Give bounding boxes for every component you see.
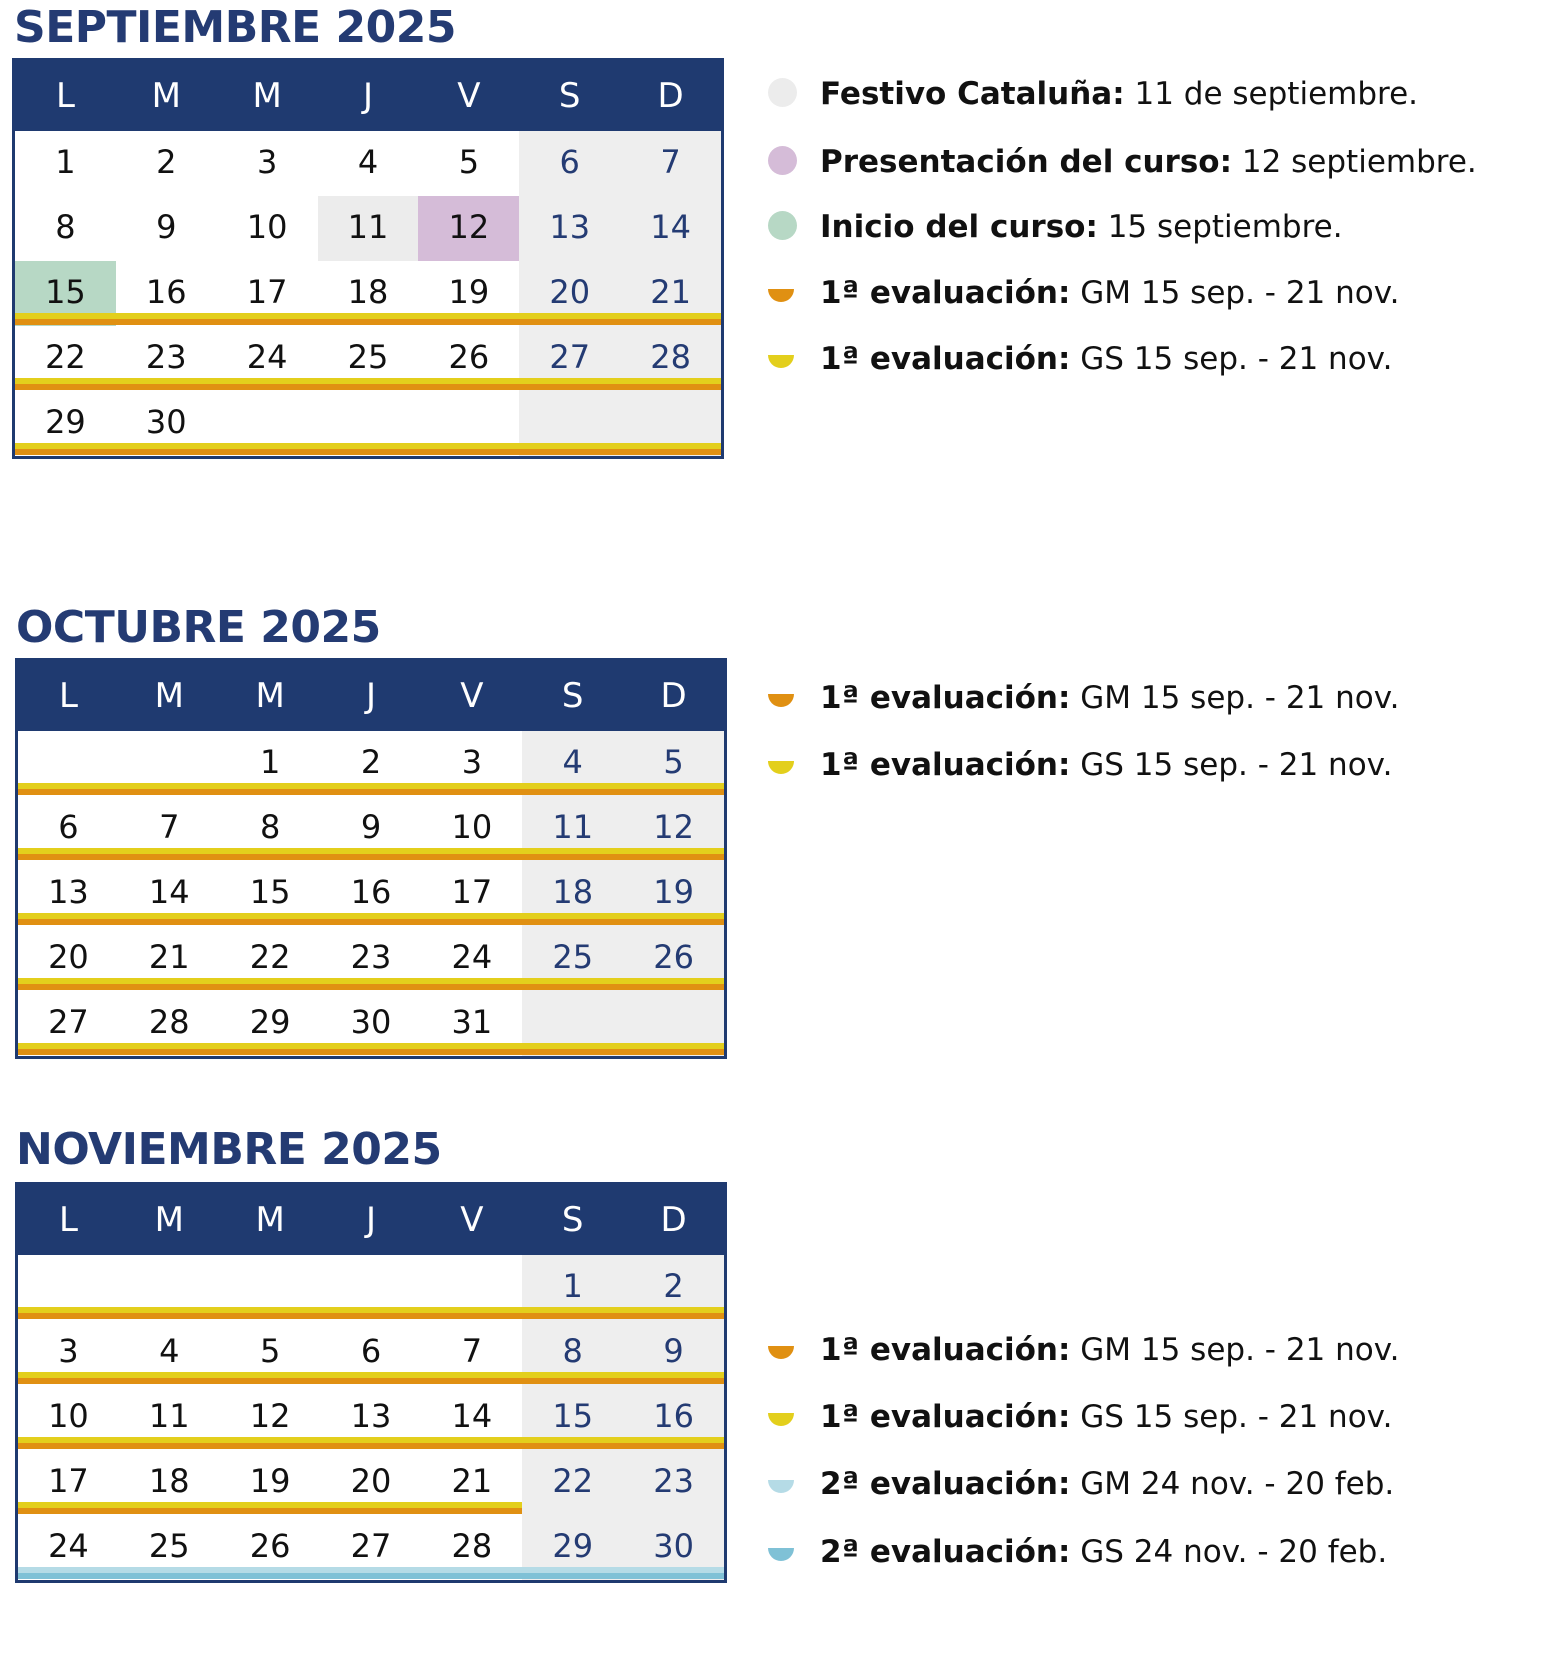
- legend-value: GS 24 nov. - 20 feb.: [1070, 1534, 1388, 1570]
- weekday-header: [15, 61, 721, 131]
- day-cell[interactable]: 23: [145, 338, 187, 376]
- day-cell[interactable]: 9: [156, 208, 177, 246]
- day-cell[interactable]: 26: [623, 926, 724, 991]
- day-cell[interactable]: 6: [519, 131, 620, 196]
- legend-text: [820, 1397, 1392, 1437]
- day-cell[interactable]: 5: [623, 731, 724, 796]
- day-cell[interactable]: 13: [519, 196, 620, 261]
- legend-label: Inicio del curso:: [820, 209, 1098, 245]
- day-cell[interactable]: 17: [48, 1462, 89, 1500]
- legend-value: GM 15 sep. - 21 nov.: [1070, 680, 1400, 716]
- day-cell[interactable]: 5: [259, 1332, 281, 1370]
- day-cell[interactable]: 24: [451, 938, 493, 976]
- weekday-monday: L: [55, 76, 75, 116]
- legend-half-circle-icon: [768, 1346, 794, 1359]
- day-cell[interactable]: 7: [620, 131, 721, 196]
- evaluation-bar-gm: [15, 384, 721, 390]
- day-cell[interactable]: 19: [623, 861, 724, 926]
- legend-half-circle-icon: [768, 1413, 794, 1426]
- weekday-friday: V: [460, 1200, 484, 1240]
- weekday-wednesday: M: [255, 676, 285, 716]
- month-title-october: OCTUBRE 2025: [16, 602, 381, 653]
- legend-half-circle-icon: [768, 694, 794, 707]
- day-cell[interactable]: 21: [148, 938, 190, 976]
- day-cell[interactable]: 4: [522, 731, 623, 796]
- legend-label: 1ª evaluación:: [820, 680, 1071, 716]
- legend-label: 2ª evaluación:: [820, 1466, 1071, 1502]
- weekday-header: [18, 661, 724, 731]
- day-cell[interactable]: 13: [48, 873, 89, 911]
- day-cell[interactable]: 4: [159, 1332, 180, 1370]
- day-cell[interactable]: 30: [145, 403, 187, 441]
- week-row: [18, 1515, 724, 1580]
- legend-half-circle-icon: [768, 1480, 794, 1493]
- day-cell[interactable]: 25: [148, 1527, 190, 1565]
- weekday-monday: L: [58, 1200, 78, 1240]
- weekday-friday: V: [457, 76, 481, 116]
- day-cell[interactable]: 19: [249, 1462, 291, 1500]
- day-cell[interactable]: 10: [451, 808, 493, 846]
- day-cell[interactable]: 1: [522, 1255, 623, 1320]
- day-cell[interactable]: 5: [458, 143, 480, 181]
- week-row: [15, 131, 721, 196]
- day-cell[interactable]: 16: [623, 1385, 724, 1450]
- legend-value: GS 15 sep. - 21 nov.: [1070, 1399, 1393, 1435]
- day-cell[interactable]: 7: [461, 1332, 483, 1370]
- week-row: [18, 926, 724, 991]
- day-cell[interactable]: 3: [58, 1332, 79, 1370]
- weekday-thursday: J: [362, 76, 374, 116]
- day-cell[interactable]: 14: [148, 873, 190, 911]
- legend-label: Festivo Cataluña:: [820, 76, 1125, 112]
- day-cell[interactable]: 17: [451, 873, 493, 911]
- week-row: [15, 196, 721, 261]
- day-cell[interactable]: 1: [259, 743, 281, 781]
- legend-value: GS 15 sep. - 21 nov.: [1070, 747, 1393, 783]
- legend-half-circle-icon: [768, 289, 794, 302]
- day-cell[interactable]: 28: [620, 326, 721, 391]
- day-cell[interactable]: 27: [519, 326, 620, 391]
- legend-text: [820, 745, 1392, 785]
- day-cell[interactable]: 12: [418, 196, 519, 261]
- legend-label: 1ª evaluación:: [820, 747, 1071, 783]
- day-cell[interactable]: 8: [259, 808, 281, 846]
- day-cell[interactable]: 2: [360, 743, 382, 781]
- legend-text: [820, 273, 1400, 313]
- evaluation-bar-gm: [15, 449, 721, 455]
- day-cell[interactable]: 17: [246, 273, 288, 311]
- weekday-saturday: S: [561, 676, 584, 716]
- weekday-wednesday: M: [255, 1200, 285, 1240]
- legend-value: 11 de septiembre.: [1124, 76, 1419, 112]
- day-cell[interactable]: 22: [45, 338, 86, 376]
- day-cell[interactable]: 12: [249, 1397, 291, 1435]
- day-cell[interactable]: 25: [347, 338, 389, 376]
- weekday-sunday: D: [660, 676, 687, 716]
- day-cell[interactable]: 4: [357, 143, 379, 181]
- day-cell[interactable]: 15: [15, 261, 116, 326]
- evaluation-bar-gm: [18, 1508, 522, 1514]
- day-cell[interactable]: 20: [48, 938, 89, 976]
- evaluation-bar-gm: [18, 919, 724, 925]
- legend-value: 12 septiembre.: [1232, 144, 1477, 180]
- calendar-november: [15, 1182, 727, 1583]
- day-cell[interactable]: 9: [360, 808, 382, 846]
- legend-half-circle-icon: [768, 355, 794, 368]
- calendar-september: [12, 58, 724, 459]
- legend-label: 1ª evaluación:: [820, 341, 1071, 377]
- day-cell[interactable]: 28: [451, 1527, 493, 1565]
- weekday-wednesday: M: [252, 76, 282, 116]
- day-cell[interactable]: 3: [461, 743, 483, 781]
- day-cell[interactable]: 2: [623, 1255, 724, 1320]
- day-cell[interactable]: 1: [55, 143, 76, 181]
- day-cell[interactable]: 30: [623, 1515, 724, 1580]
- weekday-thursday: J: [365, 676, 377, 716]
- week-row: [15, 326, 721, 391]
- legend-label: 1ª evaluación:: [820, 275, 1071, 311]
- week-row: [18, 1320, 724, 1385]
- day-cell[interactable]: 19: [448, 273, 490, 311]
- day-cell[interactable]: 26: [249, 1527, 291, 1565]
- legend-half-circle-icon: [768, 1548, 794, 1561]
- day-cell[interactable]: 6: [360, 1332, 382, 1370]
- day-cell[interactable]: 14: [451, 1397, 493, 1435]
- evaluation-bar-gm: [18, 1443, 724, 1449]
- legend-text: [820, 1464, 1394, 1504]
- week-row: [18, 861, 724, 926]
- evaluation-bar-gm: [18, 1049, 724, 1055]
- legend-label: 1ª evaluación:: [820, 1332, 1071, 1368]
- day-cell[interactable]: 6: [58, 808, 79, 846]
- day-cell[interactable]: 10: [48, 1397, 89, 1435]
- day-cell[interactable]: 21: [620, 261, 721, 326]
- legend-value: 15 septiembre.: [1097, 209, 1343, 245]
- day-cell[interactable]: 11: [318, 196, 419, 261]
- weekday-tuesday: M: [154, 676, 184, 716]
- day-cell[interactable]: 29: [249, 1003, 291, 1041]
- day-cell[interactable]: 14: [620, 196, 721, 261]
- legend-value: GS 15 sep. - 21 nov.: [1070, 341, 1393, 377]
- evaluation-bar-gm: [18, 984, 724, 990]
- legend-value: GM 15 sep. - 21 nov.: [1070, 275, 1400, 311]
- day-cell[interactable]: 31: [451, 1003, 493, 1041]
- day-cell[interactable]: 23: [623, 1450, 724, 1515]
- evaluation-bar-gm: [18, 1378, 724, 1384]
- day-cell[interactable]: 3: [256, 143, 278, 181]
- legend-dot-icon: [768, 78, 797, 107]
- week-row: [18, 991, 724, 1056]
- day-cell[interactable]: 18: [522, 861, 623, 926]
- legend-text: [820, 678, 1400, 718]
- day-cell[interactable]: 8: [522, 1320, 623, 1385]
- legend-value: GM 15 sep. - 21 nov.: [1070, 1332, 1400, 1368]
- evaluation-bar-gm: [15, 319, 721, 325]
- month-title-september: SEPTIEMBRE 2025: [14, 2, 456, 53]
- day-cell[interactable]: 25: [522, 926, 623, 991]
- evaluation-bar-gm: [18, 789, 724, 795]
- legend-text: [820, 74, 1418, 114]
- day-cell[interactable]: 22: [249, 938, 291, 976]
- legend-value: GM 24 nov. - 20 feb.: [1070, 1466, 1395, 1502]
- week-row: [15, 391, 721, 456]
- day-cell[interactable]: 30: [350, 1003, 392, 1041]
- legend-text: [820, 142, 1477, 182]
- weekday-sunday: D: [660, 1200, 687, 1240]
- legend-dot-icon: [768, 211, 797, 240]
- day-cell[interactable]: 15: [249, 873, 291, 911]
- day-cell[interactable]: 29: [522, 1515, 623, 1580]
- day-cell[interactable]: 18: [148, 1462, 190, 1500]
- day-cell[interactable]: 16: [350, 873, 392, 911]
- legend-label: 2ª evaluación:: [820, 1534, 1071, 1570]
- day-cell[interactable]: 27: [350, 1527, 392, 1565]
- weekday-friday: V: [460, 676, 484, 716]
- day-cell[interactable]: 15: [522, 1385, 623, 1450]
- weekday-tuesday: M: [154, 1200, 184, 1240]
- day-cell[interactable]: 8: [55, 208, 76, 246]
- week-row: [15, 261, 721, 326]
- legend-text: [820, 1330, 1400, 1370]
- day-cell[interactable]: 12: [623, 796, 724, 861]
- weekday-saturday: S: [561, 1200, 584, 1240]
- day-cell[interactable]: 9: [623, 1320, 724, 1385]
- day-cell[interactable]: 11: [148, 1397, 190, 1435]
- day-cell[interactable]: 21: [451, 1462, 493, 1500]
- day-cell[interactable]: 22: [522, 1450, 623, 1515]
- weekday-thursday: J: [365, 1200, 377, 1240]
- day-cell[interactable]: 28: [148, 1003, 190, 1041]
- day-cell[interactable]: 10: [246, 208, 288, 246]
- legend-label: Presentación del curso:: [820, 144, 1232, 180]
- day-cell[interactable]: 2: [156, 143, 177, 181]
- legend-half-circle-icon: [768, 761, 794, 774]
- day-cell[interactable]: 27: [48, 1003, 89, 1041]
- legend-text: [820, 1532, 1387, 1572]
- week-row: [18, 731, 724, 796]
- legend-dot-icon: [768, 146, 797, 175]
- day-cell[interactable]: 20: [350, 1462, 392, 1500]
- day-cell[interactable]: 13: [350, 1397, 392, 1435]
- day-cell[interactable]: 26: [448, 338, 490, 376]
- weekday-monday: L: [58, 676, 78, 716]
- legend-text: [820, 339, 1392, 379]
- day-cell[interactable]: 24: [48, 1527, 89, 1565]
- month-title-november: NOVIEMBRE 2025: [16, 1124, 442, 1175]
- week-row: [18, 1450, 724, 1515]
- day-cell[interactable]: 20: [519, 261, 620, 326]
- day-cell[interactable]: 7: [159, 808, 180, 846]
- day-cell[interactable]: 18: [347, 273, 389, 311]
- evaluation-bar-gm2: [18, 1573, 724, 1579]
- calendar-october: [15, 658, 727, 1059]
- weekday-sunday: D: [657, 76, 684, 116]
- day-cell[interactable]: 24: [246, 338, 288, 376]
- week-row: [18, 1255, 724, 1320]
- weekday-tuesday: M: [151, 76, 181, 116]
- week-row: [18, 1385, 724, 1450]
- legend-text: [820, 207, 1343, 247]
- legend-label: 1ª evaluación:: [820, 1399, 1071, 1435]
- weekday-header: [18, 1185, 724, 1255]
- day-cell[interactable]: 29: [45, 403, 86, 441]
- day-cell[interactable]: 23: [350, 938, 392, 976]
- day-cell[interactable]: 11: [522, 796, 623, 861]
- day-cell[interactable]: 16: [145, 273, 187, 311]
- evaluation-bar-gm: [18, 1313, 724, 1319]
- week-row: [18, 796, 724, 861]
- evaluation-bar-gm: [18, 854, 724, 860]
- weekday-saturday: S: [558, 76, 581, 116]
